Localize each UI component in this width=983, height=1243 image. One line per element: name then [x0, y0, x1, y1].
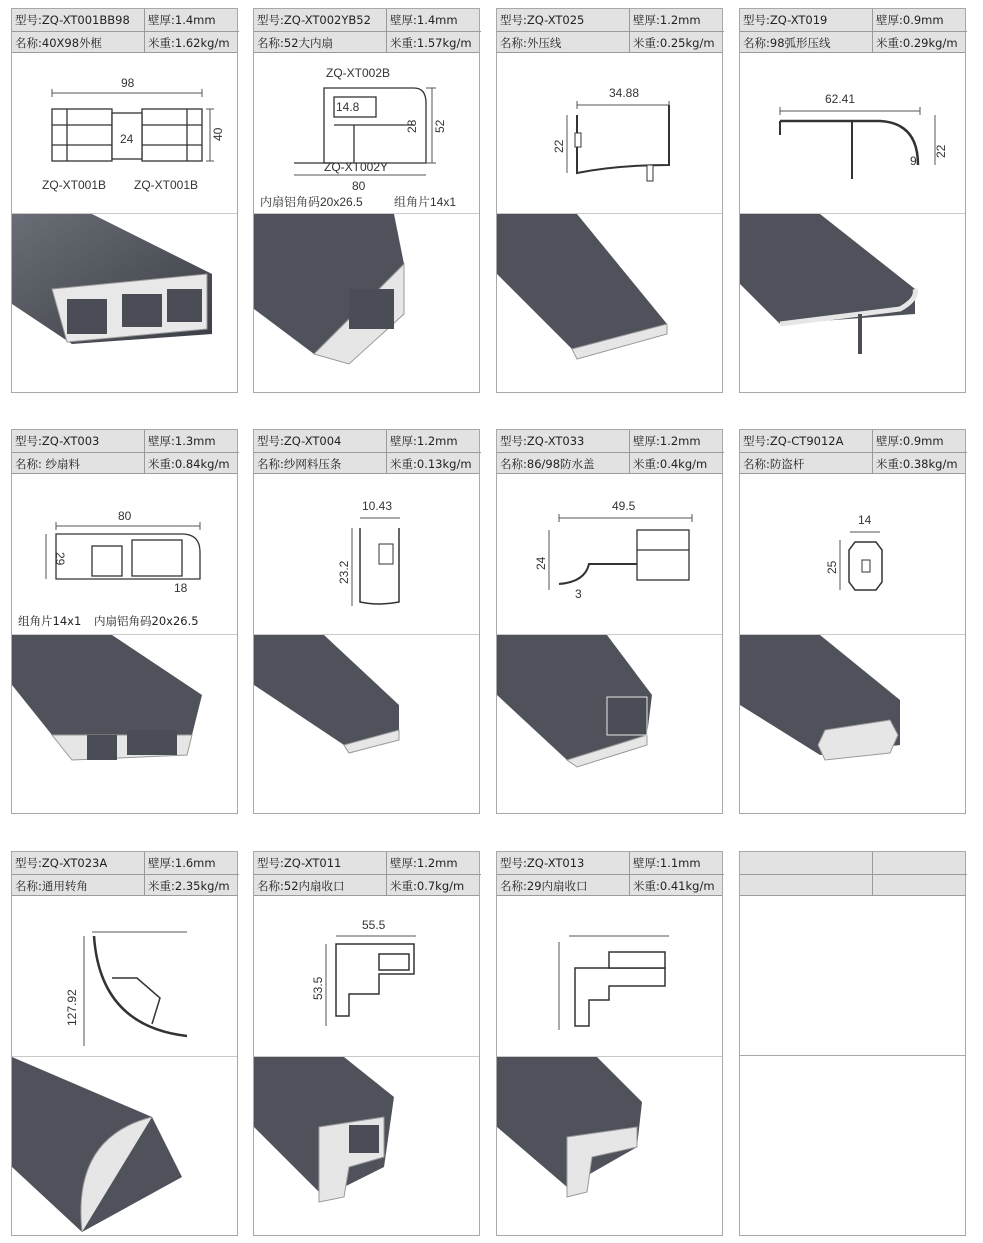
profile-photo: [254, 634, 479, 814]
wall-thickness: 壁厚:1.2mm: [386, 852, 481, 874]
model-number: [740, 852, 872, 874]
product-card-zq-xt033: [496, 429, 723, 814]
product-card-zq-xt023a: [11, 851, 238, 1236]
wall-thickness: 壁厚:0.9mm: [872, 430, 967, 452]
profile-drawing: [497, 896, 722, 1056]
model-number: 型号:ZQ-XT013: [500, 856, 585, 870]
product-card-zq-xt013: [496, 851, 723, 1236]
model-number: 型号:ZQ-XT019: [743, 13, 828, 27]
product-card-zq-xt011: [253, 851, 480, 1236]
empty-card: [739, 851, 966, 1057]
dim-inner: 14.8: [336, 100, 360, 114]
profile-drawing: [254, 474, 479, 634]
product-name: [740, 874, 872, 896]
model-number: 型号:ZQ-XT004: [257, 434, 342, 448]
accessory-note-2: 内扇铝角码20x26.5: [94, 614, 199, 628]
weight-per-meter: 米重:0.29kg/m: [872, 31, 967, 53]
product-name: 名称:52大内扇: [254, 31, 386, 53]
dim-lip: 9: [910, 154, 917, 168]
dim-height: 22: [552, 139, 566, 153]
dim-width: 80: [118, 509, 132, 523]
model-number: 型号:ZQ-XT023A: [15, 856, 108, 870]
profile-drawing: [740, 53, 965, 213]
profile-photo: [740, 213, 965, 393]
wall-thickness: 壁厚:1.4mm: [144, 9, 239, 31]
wall-thickness: 壁厚:1.2mm: [629, 9, 724, 31]
model-number: 型号:ZQ-CT9012A: [743, 434, 844, 448]
product-name: 名称:52内扇收口: [254, 874, 386, 896]
product-name: 名称:纱网料压条: [254, 452, 386, 474]
spec-header: [740, 852, 965, 896]
weight-per-meter: 米重:0.7kg/m: [386, 874, 481, 896]
wall-thickness: 壁厚:1.1mm: [629, 852, 724, 874]
profile-drawing: [497, 53, 722, 213]
spec-header: [254, 430, 479, 474]
dim-lip: 18: [174, 581, 188, 595]
dim-width: 55.5: [362, 918, 386, 932]
profile-drawing: [12, 53, 237, 213]
profile-photo: [12, 634, 237, 814]
dim-width: 80: [352, 179, 366, 193]
spec-header: [497, 430, 722, 474]
dim-width: 14: [858, 513, 872, 527]
part-label-left: ZQ-XT001B: [42, 178, 107, 192]
spec-header: [740, 9, 965, 53]
profile-drawing: [254, 896, 479, 1056]
weight-per-meter: [872, 874, 967, 896]
product-name: 名称:86/98防水盖: [497, 452, 629, 474]
model-number: 型号:ZQ-XT001BB98: [15, 13, 130, 27]
dim-height: 23.2: [337, 560, 351, 584]
product-card-zq-xt001bb98: [11, 8, 238, 393]
product-card-zq-ct9012a: [739, 429, 966, 814]
product-name: 名称: 纱扇料: [12, 452, 144, 474]
product-card-zq-xt002yb52: [253, 8, 480, 393]
profile-drawing: [497, 474, 722, 634]
dim-height: 40: [211, 127, 225, 141]
weight-per-meter: 米重:0.25kg/m: [629, 31, 724, 53]
accessory-note-2: 组角片14x1: [394, 195, 457, 209]
accessory-note-1: 组角片14x1: [18, 614, 82, 628]
profile-photo: [497, 634, 722, 814]
weight-per-meter: 米重:1.57kg/m: [386, 31, 481, 53]
part-label-right: ZQ-XT001B: [134, 178, 199, 192]
dim-lip: 3: [575, 587, 582, 601]
wall-thickness: 壁厚:1.6mm: [144, 852, 239, 874]
profile-photo: [497, 213, 722, 393]
spec-header: [12, 9, 237, 53]
weight-per-meter: 米重:0.38kg/m: [872, 452, 967, 474]
wall-thickness: 壁厚:1.3mm: [144, 430, 239, 452]
spec-header: [12, 430, 237, 474]
weight-per-meter: 米重:2.35kg/m: [144, 874, 239, 896]
dim-width: 49.5: [612, 499, 636, 513]
wall-thickness: 壁厚:1.4mm: [386, 9, 481, 31]
dim-width: 34.88: [609, 86, 640, 100]
dim-height: 29: [53, 552, 67, 566]
wall-thickness: 壁厚:1.2mm: [386, 430, 481, 452]
wall-thickness: 壁厚:0.9mm: [872, 9, 967, 31]
part-label-bottom: ZQ-XT002Y: [324, 160, 389, 174]
spec-header: [12, 852, 237, 896]
model-number: 型号:ZQ-XT025: [500, 13, 585, 27]
product-card-zq-xt003: [11, 429, 238, 814]
model-number: 型号:ZQ-XT003: [15, 434, 100, 448]
product-name: 名称:29内扇收口: [497, 874, 629, 896]
part-label-top: ZQ-XT002B: [326, 66, 391, 80]
spec-header: [740, 430, 965, 474]
spec-header: [497, 9, 722, 53]
profile-drawing: [12, 896, 237, 1056]
profile-drawing: [740, 474, 965, 634]
product-card-zq-xt025: [496, 8, 723, 393]
empty-card-lower: [739, 1055, 966, 1236]
profile-photo: [254, 213, 479, 393]
dim-height: 22: [934, 144, 948, 158]
profile-photo: [497, 1056, 722, 1236]
product-name: 名称:40X98外框: [12, 31, 144, 53]
profile-drawing: [12, 474, 237, 634]
spec-header: [254, 9, 479, 53]
dim-gap: 24: [120, 132, 134, 146]
model-number: 型号:ZQ-XT002YB52: [257, 13, 371, 27]
dim-height: 52: [433, 119, 447, 133]
product-card-zq-xt004: [253, 429, 480, 814]
accessory-note-1: 内扇铝角码20x26.5: [260, 195, 363, 209]
product-name: 名称:98弧形压线: [740, 31, 872, 53]
wall-thickness: 壁厚:1.2mm: [629, 430, 724, 452]
spec-header: [254, 852, 479, 896]
dim-height: 127.92: [65, 989, 79, 1026]
weight-per-meter: 米重:0.4kg/m: [629, 452, 724, 474]
dim-width: 62.41: [825, 92, 856, 106]
dim-mid: 28: [405, 119, 419, 133]
dim-height: 24: [534, 556, 548, 570]
dim-width: 10.43: [362, 499, 393, 513]
wall-thickness: [872, 852, 967, 874]
weight-per-meter: 米重:0.41kg/m: [629, 874, 724, 896]
product-name: 名称:防盗杆: [740, 452, 872, 474]
weight-per-meter: 米重:0.84kg/m: [144, 452, 239, 474]
weight-per-meter: 米重:0.13kg/m: [386, 452, 481, 474]
profile-photo: [254, 1056, 479, 1236]
product-name: 名称:通用转角: [12, 874, 144, 896]
product-name: 名称:外压线: [497, 31, 629, 53]
dim-width: 98: [121, 76, 135, 90]
profile-photo: [12, 213, 237, 393]
profile-photo: [740, 634, 965, 814]
model-number: 型号:ZQ-XT033: [500, 434, 585, 448]
dim-height: 53.5: [311, 976, 325, 1000]
spec-header: [497, 852, 722, 896]
weight-per-meter: 米重:1.62kg/m: [144, 31, 239, 53]
dim-height: 25: [825, 560, 839, 574]
profile-drawing: [254, 53, 479, 213]
product-card-zq-xt019: [739, 8, 966, 393]
model-number: 型号:ZQ-XT011: [257, 856, 342, 870]
profile-photo: [12, 1056, 237, 1236]
